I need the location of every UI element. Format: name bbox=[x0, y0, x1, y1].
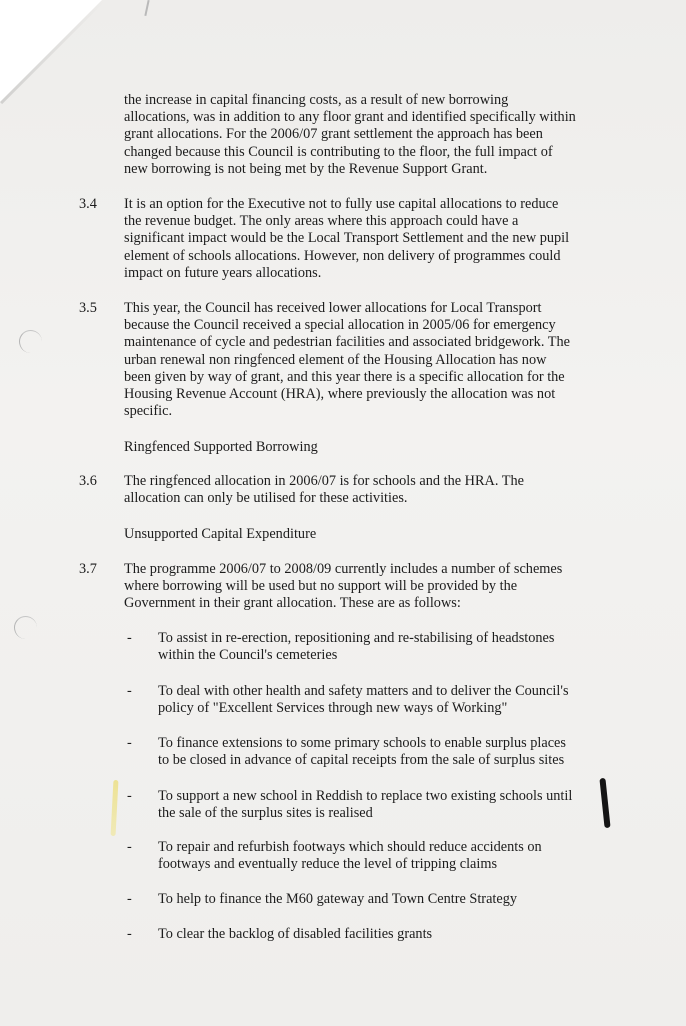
text-line: maintenance of cycle and pedestrian facilities and associated bridgework. The bbox=[124, 334, 570, 351]
highlighter-mark bbox=[111, 780, 119, 836]
paragraph-text bbox=[124, 196, 612, 282]
section-heading-unsupported: Unsupported Capital Expenditure bbox=[124, 526, 317, 542]
text-line: grant allocations. For the 2006/07 grant settlement the approach has been bbox=[124, 126, 543, 143]
paragraph-text bbox=[124, 300, 612, 420]
text-line: policy of "Excellent Services through new ways of Working" bbox=[158, 700, 508, 717]
punch-hole-icon bbox=[14, 616, 37, 639]
dash-bullet: - bbox=[127, 735, 132, 751]
section-heading-ringfenced: Ringfenced Supported Borrowing bbox=[124, 439, 318, 455]
paragraph-number: 3.5 bbox=[79, 300, 97, 316]
text-line: allocations, was in addition to any floor grant and identified specifically within bbox=[124, 109, 576, 126]
text-line: To finance extensions to some primary schools to enable surplus places bbox=[158, 735, 566, 751]
text-line: To repair and refurbish footways which should reduce accidents on bbox=[158, 839, 542, 855]
text-line: Government in their grant allocation. These are as follows: bbox=[124, 595, 461, 612]
dash-bullet: - bbox=[127, 683, 132, 699]
text-line: To assist in re-erection, repositioning and re-stabilising of headstones bbox=[158, 630, 555, 646]
text-line: It is an option for the Executive not to fully use capital allocations to reduce bbox=[124, 196, 559, 212]
text-line: impact on future years allocations. bbox=[124, 264, 322, 281]
paragraph-number: 3.7 bbox=[79, 561, 97, 577]
text-line: To help to finance the M60 gateway and Town Centre Strategy bbox=[158, 891, 518, 907]
dash-bullet: - bbox=[127, 839, 132, 855]
punch-hole-icon bbox=[19, 330, 42, 353]
text-line: To support a new school in Reddish to replace two existing schools until bbox=[158, 788, 573, 804]
text-line: new borrowing is not being met by the Revenue Support Grant. bbox=[124, 160, 488, 177]
paragraph-text bbox=[124, 92, 612, 178]
text-line: the increase in capital financing costs, as a result of new borrowing bbox=[124, 92, 509, 108]
list-item-text bbox=[158, 683, 608, 717]
text-line: the sale of the surplus sites is realised bbox=[158, 805, 373, 822]
text-line: the revenue budget. The only areas where this approach could have a bbox=[124, 213, 519, 230]
text-line: To clear the backlog of disabled facilities grants bbox=[158, 926, 433, 942]
dash-bullet: - bbox=[127, 926, 132, 942]
text-line: footways and eventually reduce the level of tripping claims bbox=[158, 856, 498, 873]
text-line: changed because this Council is contributing to the floor, the full impact of bbox=[124, 143, 553, 160]
text-line: significant impact would be the Local Transport Settlement and the new pupil bbox=[124, 230, 570, 247]
text-line: This year, the Council has received lower allocations for Local Transport bbox=[124, 300, 542, 316]
text-line: to be closed in advance of capital receipts from the sale of surplus sites bbox=[158, 752, 565, 769]
text-line: specific. bbox=[124, 403, 173, 420]
scan-mark bbox=[144, 0, 149, 16]
text-line: The ringfenced allocation in 2006/07 is for schools and the HRA. The bbox=[124, 473, 524, 489]
paragraph-number: 3.6 bbox=[79, 473, 97, 489]
text-line: within the Council's cemeteries bbox=[158, 647, 338, 664]
list-item-text bbox=[158, 839, 608, 873]
text-line: because the Council received a special allocation in 2005/06 for emergency bbox=[124, 317, 556, 334]
dash-bullet: - bbox=[127, 630, 132, 646]
list-item-text bbox=[158, 630, 608, 664]
text-line: To deal with other health and safety matters and to deliver the Council's bbox=[158, 683, 569, 699]
list-item-text bbox=[158, 891, 608, 908]
text-line: where borrowing will be used but no support will be provided by the bbox=[124, 578, 518, 595]
text-line: element of schools allocations. However, non delivery of programmes could bbox=[124, 247, 561, 264]
paragraph-text bbox=[124, 561, 612, 613]
list-item-text bbox=[158, 788, 608, 822]
list-item-text bbox=[158, 735, 608, 769]
paragraph-text bbox=[124, 473, 612, 507]
dash-bullet: - bbox=[127, 891, 132, 907]
text-line: urban renewal non ringfenced element of the Housing Allocation has now bbox=[124, 351, 547, 368]
text-line: Housing Revenue Account (HRA), where previously the allocation was not bbox=[124, 386, 556, 403]
text-line: been given by way of grant, and this year there is a specific allocation for the bbox=[124, 368, 565, 385]
list-item-text bbox=[158, 926, 608, 943]
text-line: allocation can only be utilised for these activities. bbox=[124, 490, 408, 507]
dash-bullet: - bbox=[127, 788, 132, 804]
paragraph-number: 3.4 bbox=[79, 196, 97, 212]
text-line: The programme 2006/07 to 2008/09 currently includes a number of schemes bbox=[124, 561, 563, 577]
